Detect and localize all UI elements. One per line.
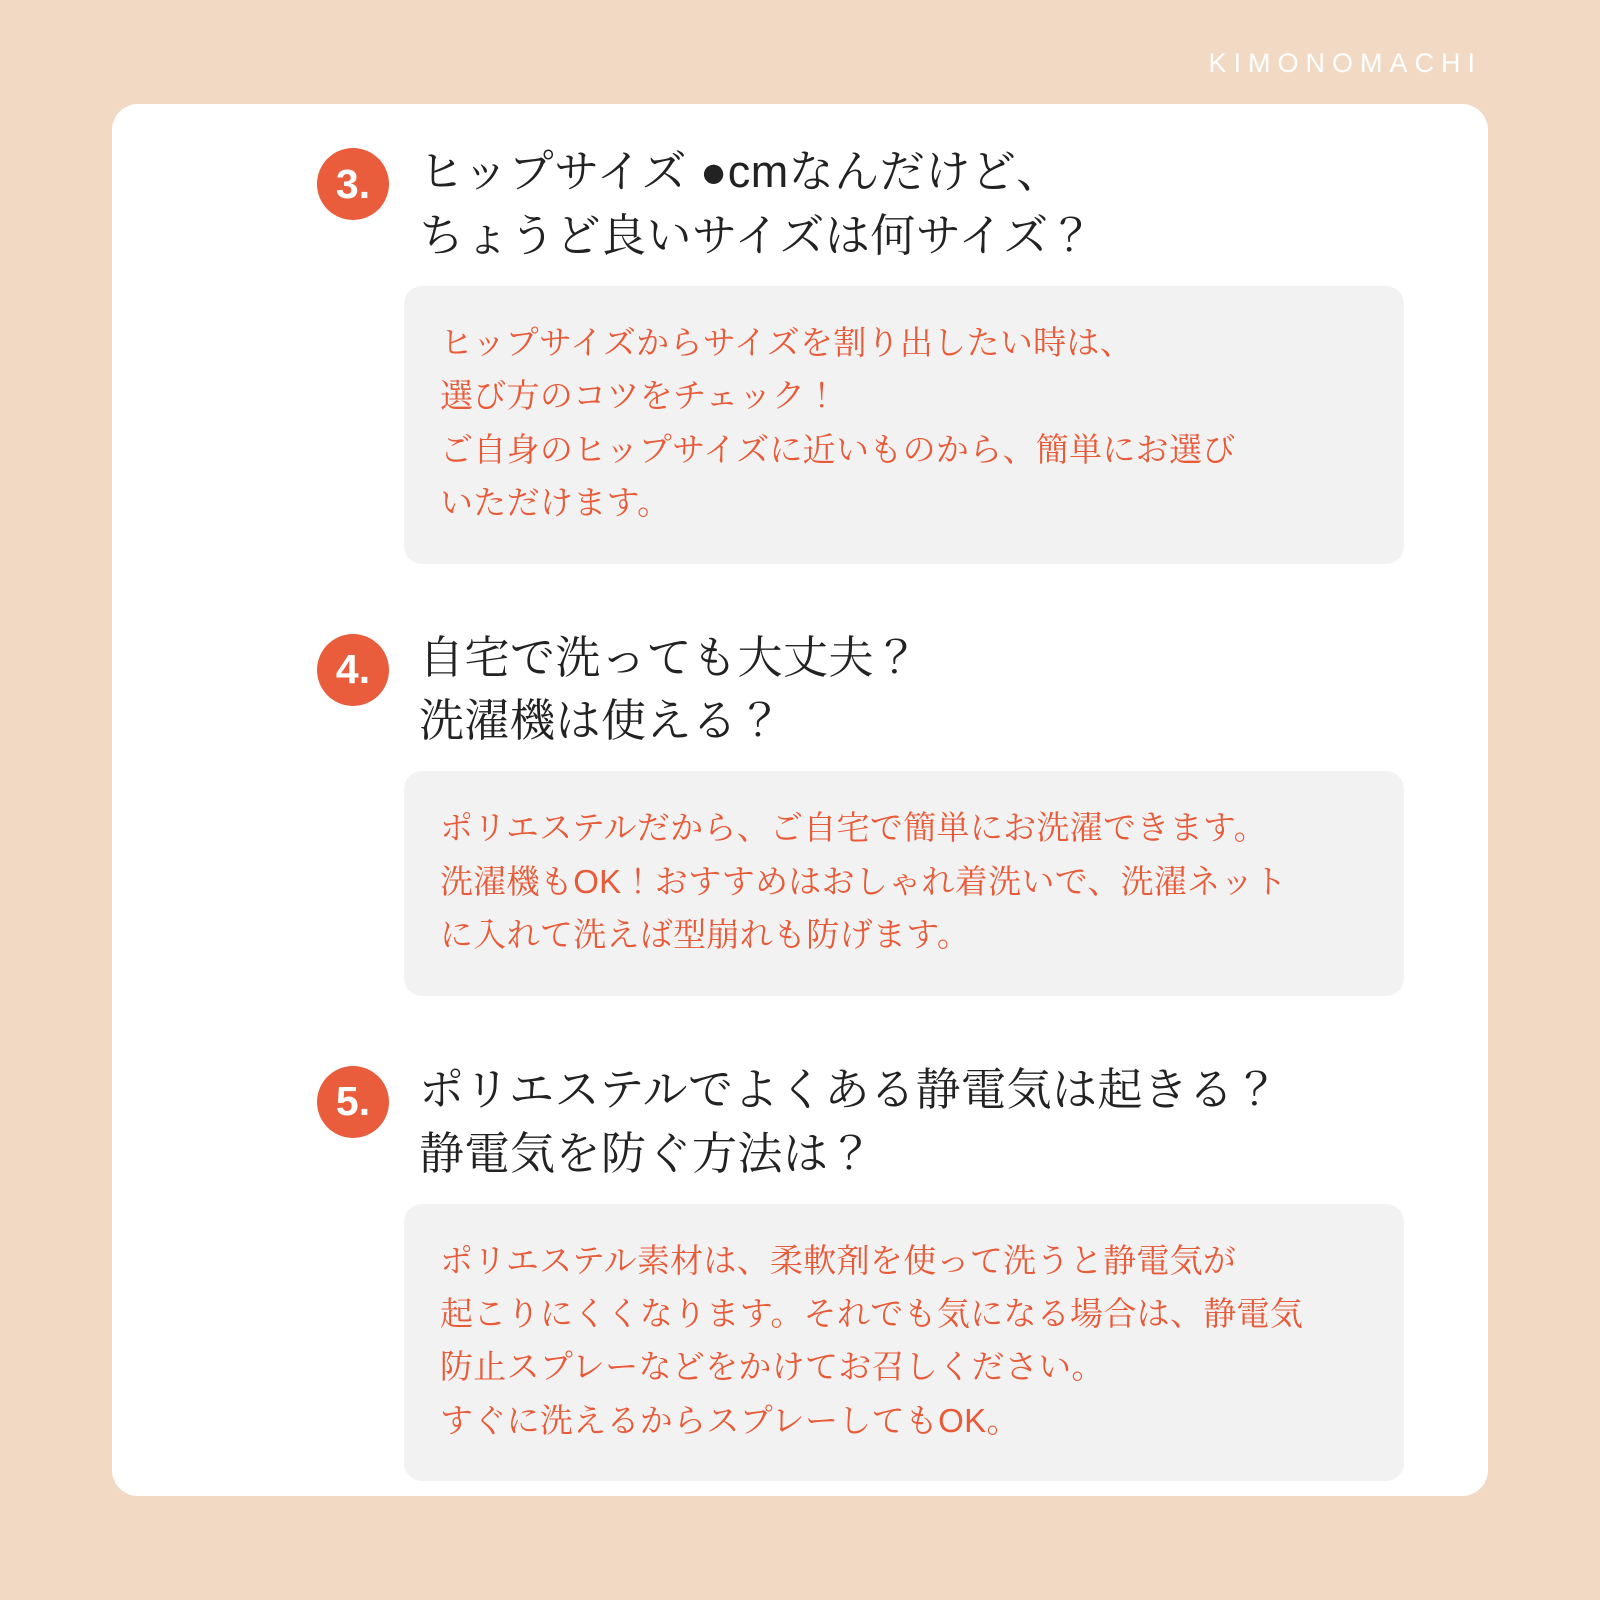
section-spacer (172, 574, 1428, 618)
answer-line: 防止スプレーなどをかけてお召しください。 (440, 1348, 1105, 1386)
answer-line: 洗濯機もOK！おすすめはおしゃれ着洗いで、洗濯ネット (440, 862, 1288, 900)
faq-item-4 (172, 618, 1428, 996)
question-line: 自宅で洗っても大丈夫？ (419, 631, 920, 683)
answer-line: ポリエステル素材は、柔軟剤を使って洗うと静電気が (440, 1241, 1237, 1279)
question-text (419, 132, 1428, 268)
question-number-badge: 5. (317, 1066, 389, 1138)
faq-item-5 (172, 1050, 1428, 1482)
question-row (172, 132, 1428, 268)
brand-logo: KIMONOMACHI (1208, 48, 1482, 78)
answer-box (404, 286, 1404, 564)
question-text (419, 618, 1428, 754)
question-line: ちょうど良いサイズは何サイズ？ (419, 209, 1095, 261)
answer-line: 起こりにくくなります。それでも気になる場合は、静電気 (440, 1294, 1304, 1332)
answer-line: ご自身のヒップサイズに近いものから、簡単にお選び (440, 430, 1236, 468)
answer-line: に入れて洗えば型崩れも防げます。 (440, 916, 971, 954)
question-row (172, 1050, 1428, 1186)
answer-line: ヒップサイズからサイズを割り出したい時は、 (440, 323, 1134, 361)
question-line: 静電気を防ぐ方法は？ (419, 1127, 875, 1179)
faq-card (112, 104, 1488, 1496)
question-line: ヒップサイズ ●cmなんだけど、 (419, 146, 1062, 197)
answer-box (404, 1204, 1404, 1482)
answer-line: いただけます。 (440, 484, 671, 522)
question-text (419, 1050, 1428, 1186)
question-line: ポリエステルでよくある静電気は起きる？ (419, 1063, 1280, 1115)
question-number-badge: 4. (317, 634, 389, 706)
answer-box (404, 771, 1404, 995)
answer-line: 選び方のコツをチェック！ (440, 377, 839, 415)
question-row (172, 618, 1428, 754)
question-number-badge: 3. (317, 148, 389, 220)
answer-line: ポリエステルだから、ご自宅で簡単にお洗濯できます。 (440, 809, 1267, 847)
section-spacer (172, 1006, 1428, 1050)
faq-item-3 (172, 132, 1428, 564)
answer-line: すぐに洗えるからスプレーしてもOK。 (440, 1401, 1020, 1439)
question-line: 洗濯機は使える？ (419, 695, 784, 747)
